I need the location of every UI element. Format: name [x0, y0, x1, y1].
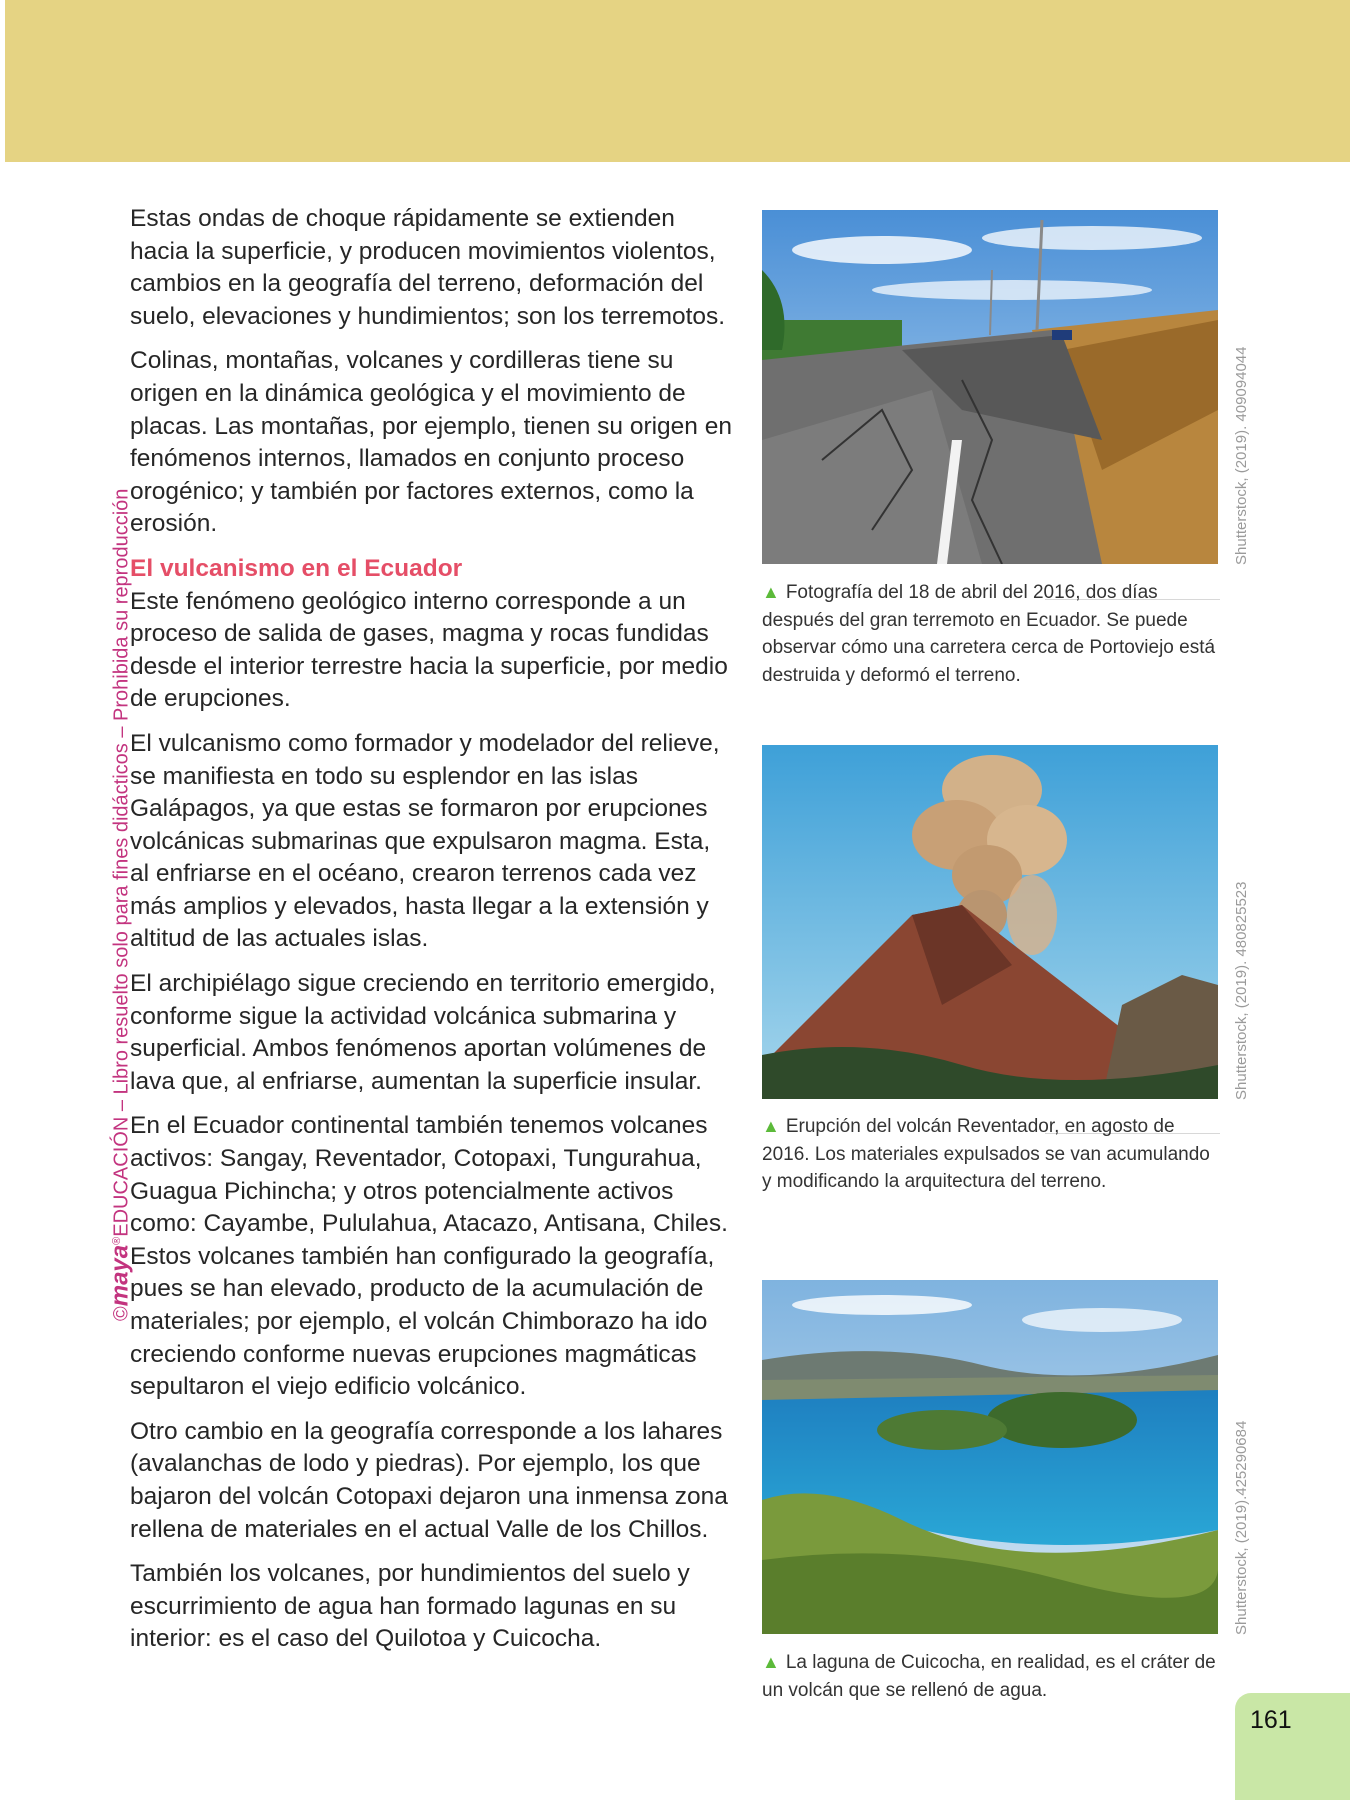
paragraph-colinas-montanas: Colinas, montañas, volcanes y cordilleras tiene su origen en la dinámica geológica y el movimiento de placas. Las montañas, por ejemplo, tienen su origen en fenómenos internos, llamados en conjunto proceso orogénico; y también por factores externos, como la erosión. — [130, 347, 732, 538]
photo-cuicocha-lagoon — [762, 1280, 1218, 1634]
caption-1-text: Fotografía del 18 de abril del 2016, dos días después del gran terremoto en Ecuador. Se puede observar cómo una carretera cerca de Portoviejo está destruida y deformó el terreno. — [762, 582, 1216, 686]
caption-2 — [762, 1113, 1222, 1196]
caption-2-text: Erupción del volcán Reventador, en agosto de 2016. Los materiales expulsados se van acumulando y modificando la arquitectura del terreno. — [762, 1116, 1210, 1192]
maya-brand-logo: maya — [106, 1244, 134, 1307]
header-band — [0, 0, 1350, 162]
paragraph-archipielago: El archipiélago sigue creciendo en territorio emergido, conforme sigue la actividad volcánica submarina y superficial. Ambos fenómenos aportan volúmenes de lava que, al enfriarse, aumentan la superficie insular. — [130, 970, 716, 1095]
copyright-notice: EDUCACIÓN – Libro resuelto solo para fines didácticos – Prohibida su reproducción — [110, 488, 133, 1237]
copyright-vertical-text — [100, 481, 134, 1321]
paragraph-galapagos: El vulcanismo como formador y modelador del relieve, se manifiesta en todo su esplendor en las islas Galápagos, ya que estas se formaron por erupciones volcánicas submarinas que expulsaron magma. Esta, al enfriarse en el océano, crearon terrenos cada vez más amplios y elevados, hasta llegar a la extensión y altitud de las actuales islas. — [130, 729, 720, 953]
paragraph-ondas-de-choque: Estas ondas de choque rápidamente se extienden hacia la superficie, y producen movimientos violentos, cambios en la geografía del terreno, deformación del suelo, elevaciones y hundimientos; son los terremotos. — [130, 205, 726, 330]
paragraph-lagunas: También los volcanes, por hundimientos del suelo y escurrimiento de agua han formado lagunas en su interior: es el caso del Quilotoa y Cuicocha. — [130, 1560, 690, 1653]
caption-1 — [762, 579, 1222, 689]
page-number: 161 — [1250, 1706, 1292, 1734]
copyright-symbol: © — [110, 1306, 133, 1321]
section-heading-vulcanismo: El vulcanismo en el Ecuador — [130, 554, 463, 582]
caption-marker-icon: ▲ — [762, 1116, 780, 1136]
paragraph-fenomeno-geologico: Este fenómeno geológico interno corresponde a un proceso de salida de gases, magma y rocas fundidas desde el interior terrestre hacia la superficie, por medio de erupciones. — [130, 587, 728, 713]
photo-credit-2: Shutterstock, (2019). 480825523 — [1233, 881, 1250, 1100]
registered-mark: ® — [111, 1236, 123, 1245]
paragraph-ecuador-continental: En el Ecuador continental también tenemos volcanes activos: Sangay, Reventador, Cotopaxi, Tungurahua, Guagua Pichincha; y otros potencialmente activos como: Cayambe, Pululahua, Atacazo, Antisana, Chiles. Estos volcanes también han configurado la geografía, pues se han elevado, producto de la acumulación de materiales; por ejemplo, el volcán Chimborazo ha ido creciendo conforme nuevas erupciones magmáticas sepultaron el viejo edificio volcánico. — [130, 1112, 728, 1401]
photo-reventador-eruption — [762, 745, 1218, 1099]
caption-marker-icon: ▲ — [762, 582, 780, 602]
paragraph-lahares: Otro cambio en la geografía corresponde a los lahares (avalanchas de lodo y piedras). Por ejemplo, los que bajaron del volcán Cotopaxi dejaron una inmensa zona rellena de materiales en el actual Valle de los Chillos. — [130, 1417, 728, 1543]
photo-credit-1: Shutterstock, (2019). 409094044 — [1233, 346, 1250, 565]
caption-marker-icon: ▲ — [762, 1652, 780, 1672]
photo-destroyed-road — [762, 210, 1218, 564]
photo-credit-3: Shutterstock, (2019).425290684 — [1233, 1420, 1250, 1635]
caption-3 — [762, 1649, 1222, 1704]
main-text-column — [130, 203, 732, 1668]
caption-3-text: La laguna de Cuicocha, en realidad, es el cráter de un volcán que se rellenó de agua. — [762, 1652, 1216, 1701]
